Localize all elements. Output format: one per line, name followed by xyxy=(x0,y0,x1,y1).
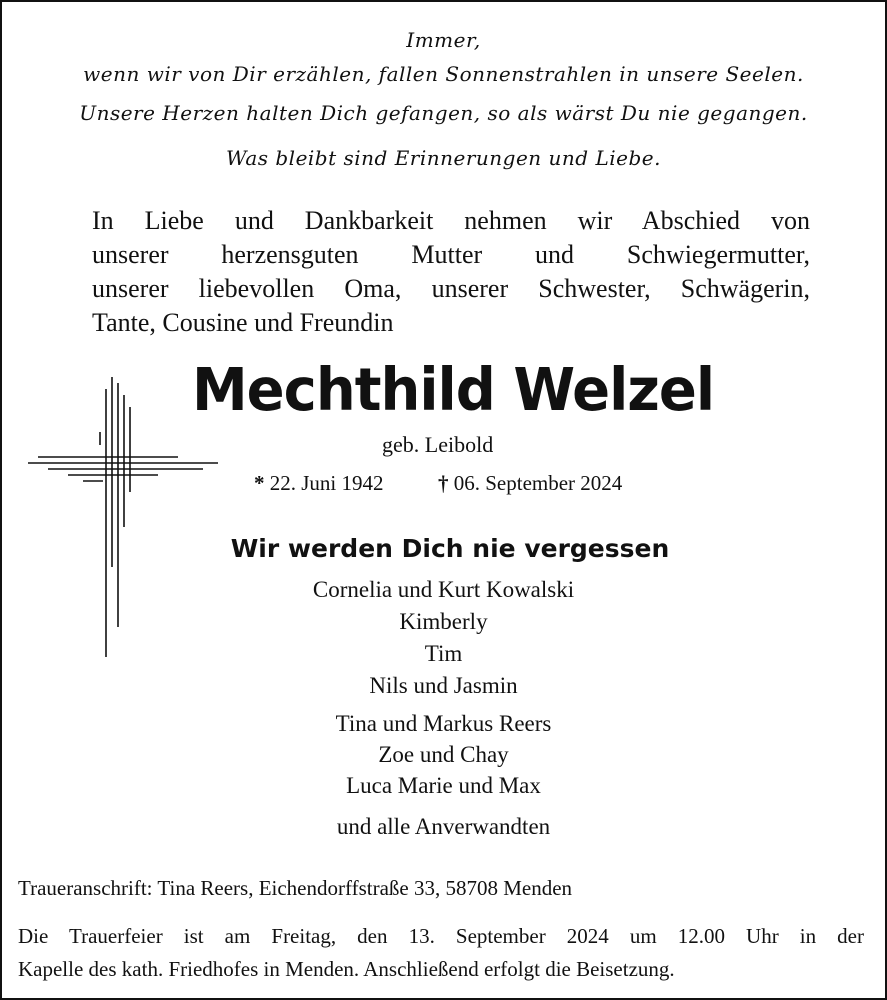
mourner-entry: Zoe und Chay xyxy=(378,742,509,767)
poem-line-2: wenn wir von Dir erzählen, fallen Sonnenstrahlen in unsere Seelen. xyxy=(83,62,804,86)
birth-star-icon: * xyxy=(254,471,265,495)
poem-line-3: Unsere Herzen halten Dich gefangen, so als wärst Du nie gegangen. xyxy=(79,101,808,125)
birth-date: 22. Juni 1942 xyxy=(269,471,384,495)
mourners-closing: und alle Anverwandten xyxy=(336,814,551,839)
poem-line-4: Was bleibt sind Erinnerungen und Liebe. xyxy=(226,146,661,170)
service-line-2: Kapelle des kath. Friedhofes in Menden. Anschließend erfolgt die Beisetzung. xyxy=(18,957,675,981)
mourner-entry: Cornelia und Kurt Kowalski xyxy=(312,577,575,602)
mourners-group-2 xyxy=(0,708,887,801)
motto: Wir werden Dich nie vergessen xyxy=(230,534,670,563)
birth-date-row xyxy=(254,471,384,496)
birth-name: geb. Leibold xyxy=(382,432,494,457)
mourners-group-1 xyxy=(0,574,887,702)
mourner-entry: Tina und Markus Reers xyxy=(335,711,552,736)
service-info xyxy=(18,920,864,986)
intro-line-3: unserer liebevollen Oma, unserer Schwester, Schwägerin, xyxy=(92,274,810,303)
mourner-entry: Nils und Jasmin xyxy=(369,673,518,698)
service-line-1: Die Trauerfeier ist am Freitag, den 13. September 2024 um 12.00 Uhr in der xyxy=(18,924,864,948)
intro-line-4: Tante, Cousine und Freundin xyxy=(92,308,394,337)
mourning-address: Traueranschrift: Tina Reers, Eichendorffstraße 33, 58708 Menden xyxy=(18,876,573,900)
death-date-row xyxy=(438,471,622,496)
mourner-entry: Tim xyxy=(424,641,463,666)
death-cross-icon: † xyxy=(438,471,449,495)
deceased-name: Mechthild Welzel xyxy=(191,356,715,425)
intro-line-2: unserer herzensguten Mutter und Schwiegermutter, xyxy=(92,240,810,269)
mourner-entry: Kimberly xyxy=(399,609,488,634)
intro-line-1: In Liebe und Dankbarkeit nehmen wir Abschied von xyxy=(92,206,810,235)
mourner-entry: Luca Marie und Max xyxy=(346,773,541,798)
death-date: 06. September 2024 xyxy=(453,471,623,495)
intro-text xyxy=(92,204,810,340)
poem-line-1: Immer, xyxy=(406,28,481,52)
